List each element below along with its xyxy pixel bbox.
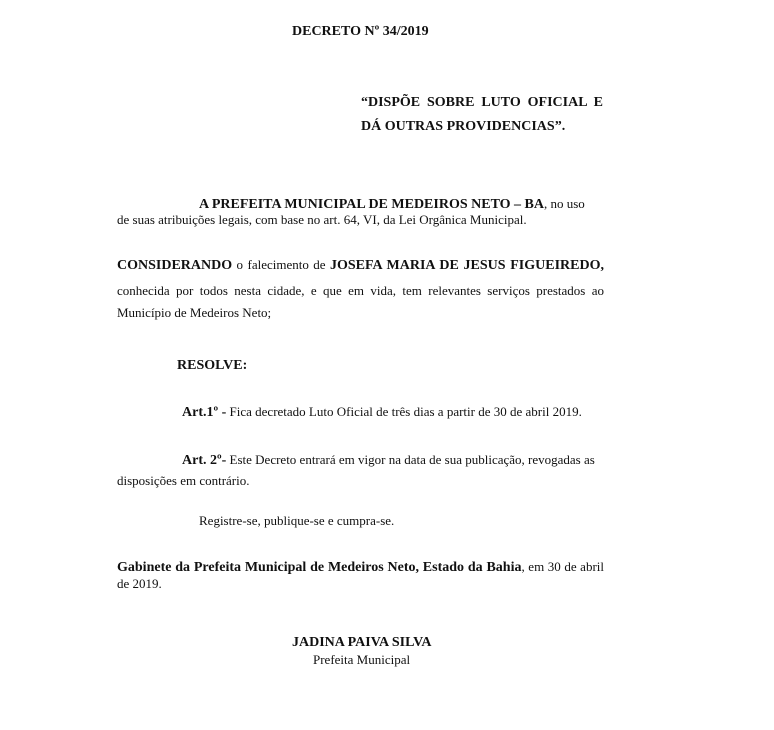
registration-statement: Registre-se, publique-se e cumpra-se. <box>199 513 395 528</box>
article-1-text: Fica decretado Luto Oficial de três dias a partir de 30 de abril 2019. <box>226 404 582 419</box>
article-2-label: Art. 2º- <box>182 453 227 468</box>
considering-mid: o falecimento de <box>232 257 330 272</box>
closing-line-1 <box>117 559 604 575</box>
preamble-line1-rest: , no uso <box>544 196 585 211</box>
considering-line-2: conhecida por todos nesta cidade, e que em vida, tem relevantes serviços prestados ao <box>117 283 604 298</box>
preamble-authority: A PREFEITA MUNICIPAL DE MEDEIROS NETO – BA <box>199 197 544 212</box>
signatory-name: JADINA PAIVA SILVA <box>292 635 432 650</box>
preamble-line-1 <box>199 196 585 212</box>
closing-bold: Gabinete da Prefeita Municipal de Medeiros Neto, Estado da Bahia <box>117 560 522 575</box>
article-2-line-2: disposições em contrário. <box>117 473 250 488</box>
resolve-heading: RESOLVE: <box>177 358 248 373</box>
ementa-line-2: DÁ OUTRAS PROVIDENCIAS”. <box>361 119 566 134</box>
signatory-role: Prefeita Municipal <box>313 652 411 667</box>
considering-line-3: Município de Medeiros Neto; <box>117 305 272 320</box>
article-2-text: Este Decreto entrará em vigor na data de sua publicação, revogadas as <box>226 452 595 467</box>
decree-title: DECRETO Nº 34/2019 <box>292 24 429 39</box>
considering-line-1 <box>117 257 604 273</box>
closing-line-2: de 2019. <box>117 576 162 591</box>
article-1 <box>182 404 582 420</box>
preamble-line-2: de suas atribuições legais, com base no art. 64, VI, da Lei Orgânica Municipal. <box>117 212 527 227</box>
article-1-label: Art.1º - <box>182 405 227 420</box>
considering-keyword: CONSIDERANDO <box>117 258 233 273</box>
article-2-line-1 <box>182 452 595 468</box>
closing-rest: , em 30 de abril <box>521 559 604 574</box>
ementa-line-1: “DISPÕE SOBRE LUTO OFICIAL E <box>361 95 603 110</box>
deceased-name: JOSEFA MARIA DE JESUS FIGUEIREDO, <box>329 258 604 273</box>
